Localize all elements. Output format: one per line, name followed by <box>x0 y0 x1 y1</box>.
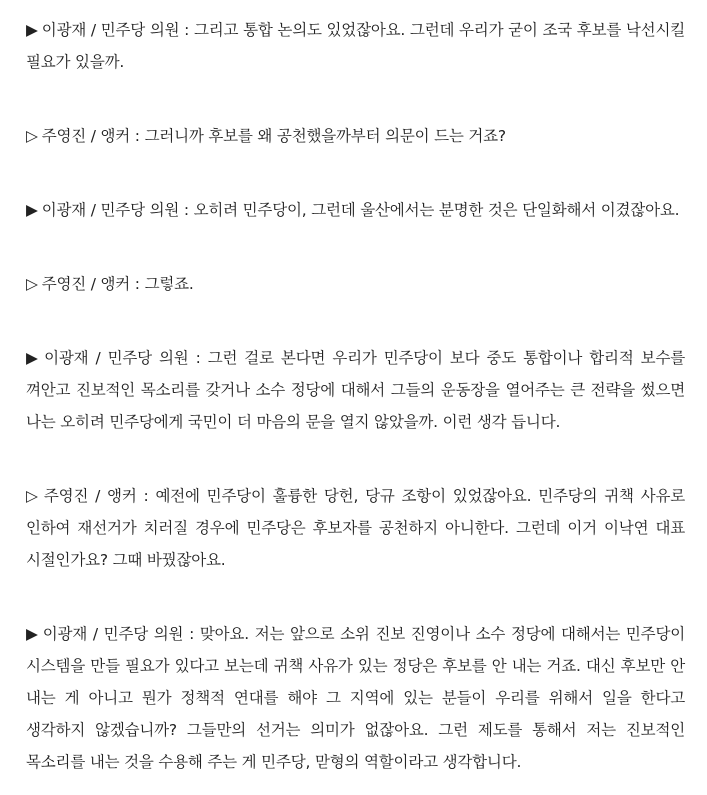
speaker-marker: ▶ <box>26 21 38 39</box>
speaker-marker: ▷ <box>26 487 40 505</box>
transcript-paragraph: ▷ 주영진 / 앵커 : 그렇죠. <box>26 275 194 293</box>
speaker-name: 이광재 / 민주당 의원 <box>41 201 180 219</box>
speaker-marker: ▶ <box>26 349 41 367</box>
transcript-paragraph: ▶ 이광재 / 민주당 의원 : 오히려 민주당이, 그런데 울산에서는 분명한 것은 단일화해서 이겼잖아요. <box>26 201 680 219</box>
transcript-paragraph: ▶ 이광재 / 민주당 의원 : 그리고 통합 논의도 있었잖아요. 그런데 우리가 굳이 조국 후보를 낙선시킬 필요가 있을까. <box>26 21 685 71</box>
transcript-paragraph: ▶ 이광재 / 민주당 의원 : 맞아요. 저는 앞으로 소위 진보 진영이나 소수 정당에 대해서는 민주당이 시스템을 만들 필요가 있다고 보는데 귀책 사유가 있는 정당은 후보를 안 내는 거죠. 대신 후보만 안 내는 게 아니고 뭔가 정책적 연대를 해야 그 지역에 있는 분들이 우리를 위해서 일을 한다고 생각하지 않겠습니까? 그들만의 선거는 의미가 없잖아요. 그런 제도를 통해서 저는 진보적인 목소리를 내는 것을 수용해 주는 게 민주당, 맏형의 역할이라고 생각합니다. <box>26 625 685 771</box>
utterance-text: 그러니까 후보를 왜 공천했을까부터 의문이 드는 거죠? <box>144 127 506 145</box>
transcript-paragraph: ▷ 주영진 / 앵커 : 예전에 민주당이 훌륭한 당헌, 당규 조항이 있었잖아요. 민주당의 귀책 사유로 인하여 재선거가 치러질 경우에 민주당은 후보자를 공천하지 아니한다. 그런데 이거 이낙연 대표 시절인가요? 그때 바꿨잖아요. <box>26 487 686 569</box>
transcript-paragraph: ▷ 주영진 / 앵커 : 그러니까 후보를 왜 공천했을까부터 의문이 드는 거죠? <box>26 127 506 145</box>
utterance-text: 오히려 민주당이, 그런데 울산에서는 분명한 것은 단일화해서 이겼잖아요. <box>193 201 680 219</box>
utterance-text: 그런 걸로 본다면 우리가 민주당이 보다 중도 통합이나 합리적 보수를 껴안고 진보적인 목소리를 갖거나 소수 정당에 대해서 그들의 운동장을 열어주는 큰 전략을 썼으면 나는 오히려 민주당에게 국민이 더 마음의 문을 열지 않았을까. 이런 생각 듭니다. <box>26 349 685 431</box>
speaker-marker: ▷ <box>26 127 38 145</box>
speaker-name: 주영진 / 앵커 <box>43 487 137 505</box>
utterance-text: 그렇죠. <box>144 275 194 293</box>
speaker-marker: ▶ <box>26 625 39 643</box>
utterance-text: 예전에 민주당이 훌륭한 당헌, 당규 조항이 있었잖아요. 민주당의 귀책 사유로 인하여 재선거가 치러질 경우에 민주당은 후보자를 공천하지 아니한다. 그런데 이거 이낙연 대표 시절인가요? 그때 바꿨잖아요. <box>26 487 686 569</box>
speaker-name: 주영진 / 앵커 <box>41 275 131 293</box>
speaker-marker: ▷ <box>26 275 38 293</box>
speaker-name: 주영진 / 앵커 <box>41 127 131 145</box>
speaker-marker: ▶ <box>26 201 38 219</box>
speaker-name: 이광재 / 민주당 의원 <box>41 21 180 39</box>
utterance-text: 그리고 통합 논의도 있었잖아요. 그런데 우리가 굳이 조국 후보를 낙선시킬 필요가 있을까. <box>26 21 685 71</box>
speaker-name: 이광재 / 민주당 의원 <box>42 625 184 643</box>
utterance-text: 맞아요. 저는 앞으로 소위 진보 진영이나 소수 정당에 대해서는 민주당이 시스템을 만들 필요가 있다고 보는데 귀책 사유가 있는 정당은 후보를 안 내는 거죠. 대신 후보만 안 내는 게 아니고 뭔가 정책적 연대를 해야 그 지역에 있는 분들이 우리를 위해서 일을 한다고 생각하지 않겠습니까? 그들만의 선거는 의미가 없잖아요. 그런 제도를 통해서 저는 진보적인 목소리를 내는 것을 수용해 주는 게 민주당, 맏형의 역할이라고 생각합니다. <box>26 625 685 771</box>
speaker-name: 이광재 / 민주당 의원 <box>44 349 189 367</box>
transcript-paragraph: ▶ 이광재 / 민주당 의원 : 그런 걸로 본다면 우리가 민주당이 보다 중도 통합이나 합리적 보수를 껴안고 진보적인 목소리를 갖거나 소수 정당에 대해서 그들의 운동장을 열어주는 큰 전략을 썼으면 나는 오히려 민주당에게 국민이 더 마음의 문을 열지 않았을까. 이런 생각 듭니다. <box>26 349 685 431</box>
